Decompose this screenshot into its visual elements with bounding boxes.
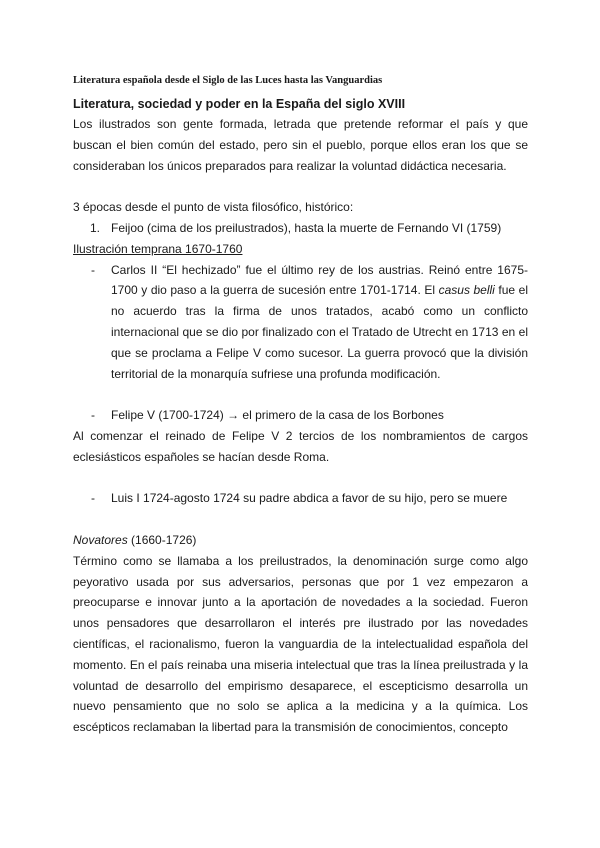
bullet-felipe [73,405,528,426]
novatores-heading [73,530,528,551]
novatores-dates: (1660-1726) [127,532,197,547]
carlos-text-part1: Carlos II “El hechizado” fue el último rey de los austrias. Reinó entre 1675-1700 y dio paso a la guerra de sucesión entre 1701-1714. El [111,262,528,298]
early-enlightenment-heading: Ilustración temprana 1670-1760 [73,241,243,256]
carlos-text-part2: fue el no acuerdo tras la firma de unos tratados, acabó como un conflicto internacional que se dio por finalizado con el Tratado de Utrecht en 1713 en el que se proclama a Felipe V como sucesor. La guerra provocó que la división territorial de la monarquía sufriese una profunda modificación. [111,283,528,381]
luis-text: Luis I 1724-agosto 1724 su padre abdica a favor de su hijo, pero se muere [111,491,508,506]
numbered-list-item [73,218,528,239]
numbered-item-text: Feijoo (cima de los preilustrados), hasta la muerte de Fernando VI (1759) [111,220,502,235]
blank-line [73,468,528,489]
blank-line [73,509,528,530]
bullet-luis [73,488,528,509]
bullet-carlos [73,260,528,385]
epochs-line: 3 épocas desde el punto de vista filosófico, histórico: [73,200,354,215]
novatores-italic: Novatores [73,532,128,547]
intro-paragraph: Los ilustrados son gente formada, letrada que pretende reformar el país y que buscan el bien común del estado, pero sin el pueblo, porque ellos eran los que se consideraban los únicos preparados para realizar la voluntad didáctica necesaria. [73,117,528,173]
section-title: Literatura, sociedad y poder en la España del siglo XVIII [73,97,406,111]
document-header-title: Literatura española desde el Siglo de las Luces hasta las Vanguardias [73,75,383,86]
document-body [73,74,528,738]
bullet-dash: - [91,491,95,506]
felipe-text: Felipe V (1700-1724) → el primero de la casa de los Borbones [111,408,444,423]
bullet-dash: - [91,262,95,277]
blank-line [73,384,528,405]
novatores-paragraph: Término como se llamaba a los preilustrados, la denominación surge como algo peyorativo usada por sus adversarios, personas que por 1 vez empezaron a preocuparse e innovar junto a la aportación de novedades a la sociedad. Fueron unos pensadores que desarrollaron el interés pre ilustrado por las novedades científicas, el racionalismo, fueron la vanguardia de la intelectualidad española del momento. En el país reinaba una miseria intelectual que tras la línea preilustrada y la voluntad de desarrollo del empirismo desaparece, el escepticismo desarrolla un nuevo pensamiento que no solo se aplica a la medicina y a la química. Los escépticos reclamaban la libertad para la transmisión de conocimientos, concepto [73,553,528,735]
list-number: 1. [90,220,101,235]
casus-belli-italic: casus belli [438,283,495,298]
blank-line [73,176,528,197]
bullet-dash: - [91,408,95,423]
felipe-paragraph: Al comenzar el reinado de Felipe V 2 tercios de los nombramientos de cargos eclesiásticos españoles se hacían desde Roma. [73,428,528,464]
